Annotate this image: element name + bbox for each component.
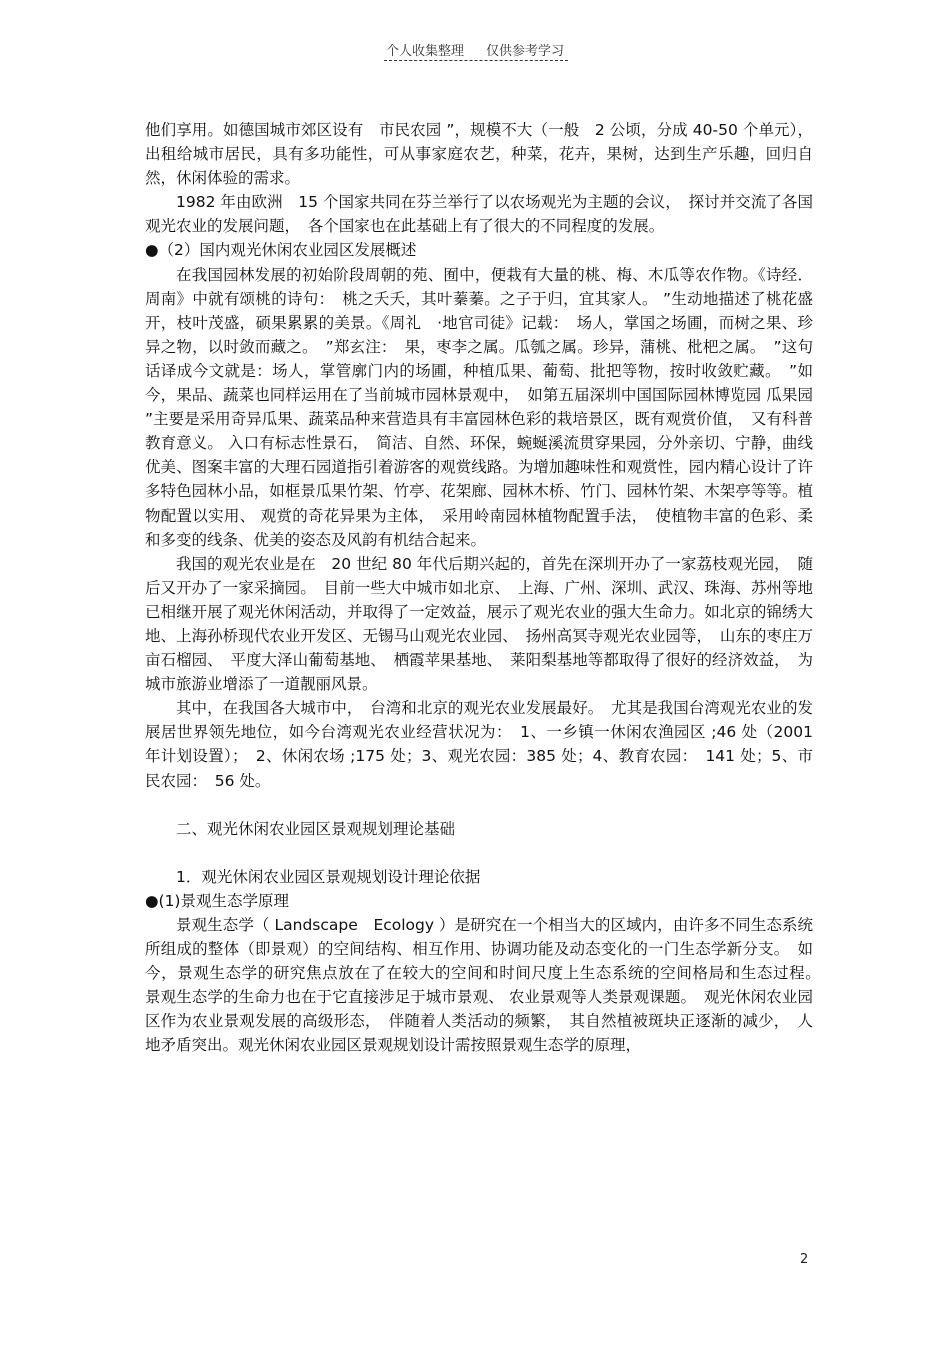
page-number: 2: [800, 1252, 809, 1267]
paragraph: 我国的观光农业是在 20 世纪 80 年代后期兴起的，首先在深圳开办了一家荔枝观光园， 随后又开办了一家采摘园。 目前一些大中城市如北京、 上海、广州、深圳、武汉、珠海、苏州等地已相继开展了观光休闲活动，并取得了一定效益，展示了观光农业的强大生命力。如北京的锦绣大地、上海孙桥现代农业开发区、无锡马山观光农业园、 扬州高冥寺观光农业园等， 山东的枣庄万亩石榴园、 平度大泽山葡萄基地、 栖霞苹果基地、 莱阳梨基地等都取得了很好的经济效益， 为城市旅游业增添了一道靓丽风景。: [145, 554, 813, 694]
paragraph: 1982 年由欧洲 15 个国家共同在芬兰举行了以农场观光为主题的会议， 探讨并交流了各国观光农业的发展问题， 各个国家也在此基础上有了很大的不同程度的发展。: [145, 193, 813, 236]
page-header: [0, 40, 950, 59]
paragraph: 他们享用。如德国城市郊区设有 市民农园 ”，规模不大（一般 2 公顷，分成 40-50 个单元），出租给城市居民，具有多功能性，可从事家庭农艺，种菜，花卉，果树，达到生产乐趣，回归自然，休闲体验的需求。: [145, 121, 813, 188]
section-heading: ●（2）国内观光休闲农业园区发展概述: [145, 241, 417, 260]
subsection-heading: 1．观光休闲农业园区景观规划设计理论依据: [176, 867, 481, 886]
paragraph: 在我国园林发展的初始阶段周朝的苑、囿中，便栽有大量的桃、梅、木瓜等农作物。《诗经．周南》中就有颂桃的诗句： 桃之夭夭，其叶蓁蓁。之子于归，宜其家人。 ”生动地描述了桃花盛开，枝叶茂盛，硕果累累的美景。《周礼 ·地官司徒》记载： 场人，掌国之场圃，而树之果、珍异之物，以时敛而藏之。 ”郑玄注： 果，枣李之属。瓜瓠之属。珍异，蒲桃、枇杷之属。 ”这句话译成今文就是：场人，掌管廓门内的场圃，种植瓜果、葡萄、批把等物，按时收敛贮藏。 ”如今，果品、蔬菜也同样运用在了当前城市园林景观中， 如第五届深圳中国国际园林博览园 瓜果园 ”主要是采用奇异瓜果、蔬菜品种来营造具有丰富园林色彩的栽培景区，既有观赏价值， 又有科普教育意义。 入口有标志性景石， 简洁、自然、环保，蜿蜒溪流贯穿果园，分外亲切、宁静，曲线优美、图案丰富的大理石园道指引着游客的观赏线路。为增加趣味性和观赏性，园内精心设计了许多特色园林小品，如框景瓜果竹架、竹亭、花架廊、园林木桥、竹门、园林竹架、木架亭等等。植物配置以实用、 观赏的奇花异果为主体， 采用岭南园林植物配置手法， 使植物丰富的色彩、柔和多变的线条、优美的姿态及风韵有机结合起来。: [145, 265, 813, 549]
spacer: [145, 841, 813, 865]
spacer: [145, 793, 813, 817]
chapter-heading: 二、观光休闲农业园区景观规划理论基础: [176, 819, 456, 838]
header-divider: [384, 60, 568, 61]
header-right-text: 仅供参考学习: [486, 44, 565, 59]
header-left-text: 个人收集整理: [385, 44, 464, 59]
paragraph: 景观生态学（ Landscape Ecology ）是研究在一个相当大的区域内，由许多不同生态系统所组成的整体（即景观）的空间结构、相互作用、协调功能及动态变化的一门生态学新分支。 如今，景观生态学的研究焦点放在了在较大的空间和时间尺度上生态系统的空间格局和生态过程。 景观生态学的生命力也在于它直接涉足于城市景观、 农业景观等人类景观课题。 观光休闲农业园区作为农业景观发展的高级形态， 伴随着人类活动的频繁， 其自然植被斑块正逐渐的减少， 人地矛盾突出。观光休闲农业园区景观规划设计需按照景观生态学的原理，: [145, 915, 829, 1055]
paragraph: 其中，在我国各大城市中， 台湾和北京的观光农业发展最好。 尤其是我国台湾观光农业的发展居世界领先地位，如今台湾观光农业经营状况为： 1、一乡镇一休闲农渔园区 ;46 处（2001 年计划设置）； 2、休闲农场 ;175 处；3、观光农园：385 处；4、教育农园： 141 处；5、市民农园： 56 处。: [145, 699, 829, 790]
document-body: [145, 118, 829, 1057]
section-heading: ●(1)景观生态学原理: [145, 891, 289, 910]
